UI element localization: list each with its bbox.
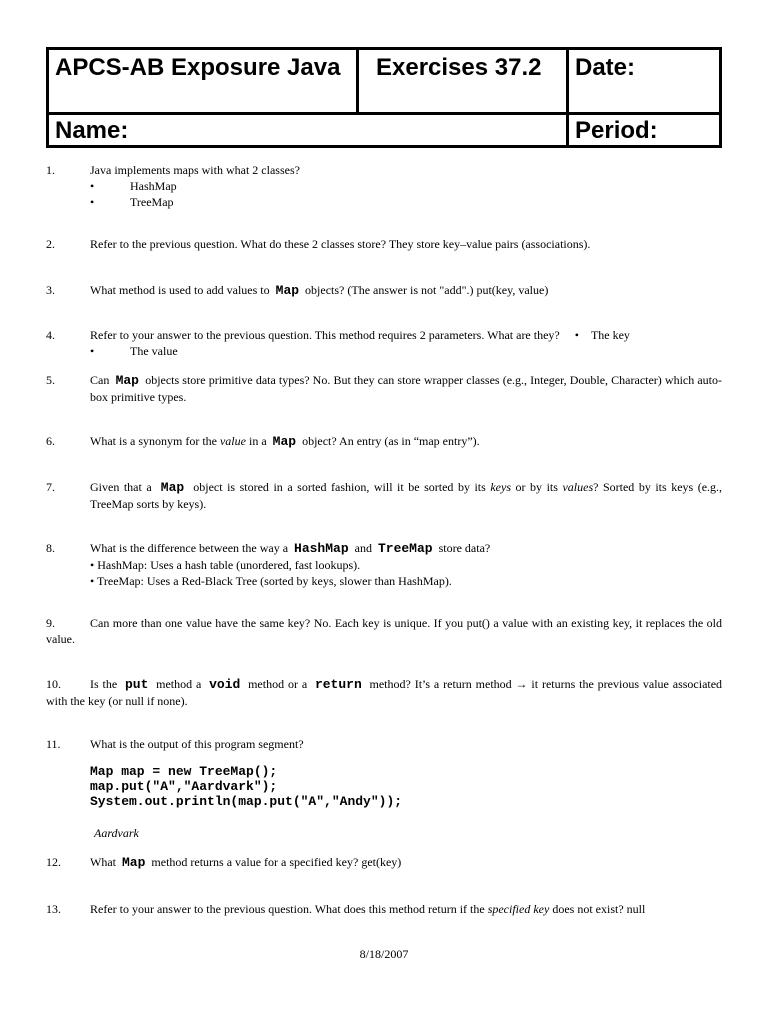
question-text: Given that a Map object is stored in a sorted fashion, will it be sorted by its keys or by its values? Sorted by its keys (e.g., TreeMap sorts by keys). [90,480,723,511]
answer-text: Aardvark [94,826,139,840]
question-number: 8. [46,541,55,555]
question-number: 12. [46,855,61,869]
bullet-item: • The key [574,328,630,342]
code-term: HashMap [294,541,349,556]
question-number: 6. [46,434,55,448]
question-7 [46,479,722,512]
question-text: What is the output of this program segment? [90,737,304,751]
question-text: Java implements maps with what 2 classes? [90,163,300,177]
question-number: 7. [46,480,55,494]
question-text: Refer to your answer to the previous question. This method requires 2 parameters. What are they? [90,328,560,342]
question-3 [46,282,722,299]
question-11 [46,736,722,841]
question-5 [46,372,722,405]
date-label: Date: [568,49,721,114]
question-12 [46,854,722,871]
question-text: What Map method returns a value for a specified key? get(key) [90,855,402,870]
bullet-item: • TreeMap [90,195,174,209]
question-number: 13. [46,902,61,916]
question-1 [46,162,722,210]
question-9 [46,615,722,647]
question-number: 11. [46,737,61,751]
question-text: 10. Is the put method a void method or a return method? It’s a return method → it returns the previous value associated with the key (or null if none). [46,677,723,708]
question-number: 1. [46,163,55,177]
question-text: What method is used to add values to Map objects? (The answer is not "add".) put(key, value) [90,283,549,298]
question-8 [46,540,722,589]
question-text: Can Map objects store primitive data types? No. But they can store wrapper classes (e.g., Integer, Double, Character) which auto-box primitive types. [90,373,722,404]
bullet-item: • The value [90,344,178,358]
question-number: 2. [46,237,55,251]
question-text: Refer to your answer to the previous question. What does this method return if the specified key does not exist? null [90,902,646,916]
course-title: APCS-AB Exposure Java [48,49,358,114]
code-term: return [314,677,362,692]
bullet-item: • HashMap [90,179,177,193]
answer-line: • TreeMap: Uses a Red-Black Tree (sorted by keys, slower than HashMap). [90,574,452,588]
question-4 [46,327,722,359]
question-number: 4. [46,328,55,342]
question-10 [46,676,722,709]
question-13 [46,901,722,917]
code-term: Map [275,283,300,298]
code-block: Map map = new TreeMap(); map.put("A","Aardvark"); System.out.println(map.put("A","Andy")); [90,764,403,809]
exercise-title: Exercises 37.2 [358,49,568,114]
code-term: put [124,677,149,692]
footer-date: 8/18/2007 [359,947,409,961]
code-term: TreeMap [377,541,433,556]
question-text: What is a synonym for the value in a Map object? An entry (as in “map entry”). [90,434,480,449]
code-term: Map [272,434,297,449]
question-number: 5. [46,373,55,387]
question-text: Refer to the previous question. What do these 2 classes store? They store key–value pairs (associations). [90,237,591,251]
header-table [46,47,722,148]
question-text: What is the difference between the way a HashMap and TreeMap store data? [90,541,491,556]
period-label: Period: [568,114,721,147]
question-number: 3. [46,283,55,297]
code-term: Map [122,855,146,870]
name-label: Name: [48,114,568,147]
code-term: void [209,677,241,692]
answer-line: • HashMap: Uses a hash table (unordered, fast lookups). [90,558,361,572]
question-text: 9. Can more than one value have the same key? No. Each key is unique. If you put() a value with an existing key, it replaces the old value. [46,616,722,646]
code-term: Map [160,480,185,495]
code-term: Map [115,373,139,388]
question-6 [46,433,722,450]
question-2 [46,236,722,252]
